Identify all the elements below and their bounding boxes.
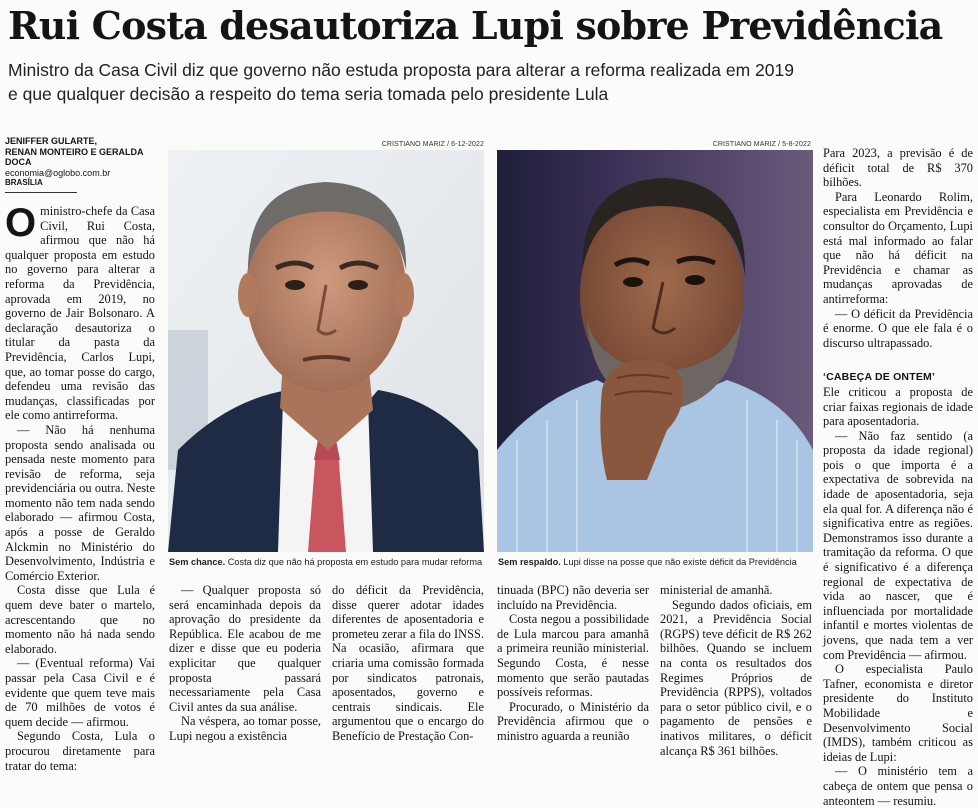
article-paragraph: — Não há nenhuma proposta sendo analisada ou pensada neste momento para revisão de reforma, seja previdenciária ou outra. Neste momento não tem nada sendo elaborado — afirmou Costa, após a posse de Geraldo Alckmin no Ministério do Desenvolvimento, Indústria e Comércio Exterior. bbox=[5, 422, 155, 583]
caption-text: Lupi disse na posse que não existe déficit da Previdência bbox=[563, 557, 797, 567]
article-column-1 bbox=[5, 201, 155, 773]
article-paragraph: Ele criticou a proposta de criar faixas regionais de idade para aposentadoria. bbox=[823, 384, 973, 429]
article-paragraph: — O ministério tem a cabeça de ontem que pensa o anteontem — resumiu. bbox=[823, 764, 973, 808]
article-paragraph: Segundo dados oficiais, em 2021, a Previdência Social (RGPS) teve déficit de R$ 262 bilhões. Quando se incluem na conta os resultados dos Regimes Próprios de Previdência (RPPS), voltados para o setor público civil, e o pagamento de pensões e inativos militares, o déficit alcança R$ 361 bilhões. bbox=[660, 597, 812, 758]
byline bbox=[5, 136, 165, 189]
article-paragraph: Procurado, o Ministério da Previdência afirmou que o ministro aguarda a reunião bbox=[497, 699, 649, 743]
article-paragraph: ministerial de amanhã. bbox=[660, 583, 773, 597]
article-paragraph: tinuada (BPC) não deveria ser incluído na Previdência. bbox=[497, 583, 649, 612]
photo-credit-left: CRISTIANO MARIZ / 6-12-2022 bbox=[381, 141, 484, 148]
article-paragraph: Costa disse que Lula é quem deve bater o martelo, acrescentando que no momento não há nada sendo elaborado. bbox=[5, 583, 155, 656]
byline-divider bbox=[5, 192, 77, 193]
article-column-3 bbox=[332, 583, 484, 744]
article-paragraph: O especialista Paulo Tafner, economista e diretor presidente do Instituto Mobilidade e Desenvolvimento Social (IMDS), também criticou as ideias de Lupi: bbox=[823, 662, 973, 764]
byline-authors-1: JENIFFER GULARTE, bbox=[5, 136, 98, 146]
caption-bold: Sem chance. bbox=[169, 557, 226, 567]
subhead-line-1: Ministro da Casa Civil diz que governo não estuda proposta para alterar a reforma realizada em 2019 bbox=[8, 60, 794, 80]
article-column-4 bbox=[497, 583, 649, 744]
dropcap: O bbox=[5, 201, 37, 245]
article-paragraph: do déficit da Previdência, disse querer adotar idades diferentes de aposentadoria e prometeu zerar a fila do INSS. Na ocasião, afirmara que criaria uma comissão formada por sindicatos patronais, aposentados, governo e centrais sindicais. Ele argumentou que o encargo do Benefício de Prestação Con- bbox=[332, 583, 484, 743]
subhead bbox=[8, 58, 968, 106]
photo-credit-right: CRISTIANO MARIZ / 5-8-2022 bbox=[712, 141, 811, 148]
article-column-2 bbox=[169, 583, 321, 744]
article-paragraph: — (Eventual reforma) Vai passar pela Casa Civil e é evidente que quem teve mais de 70 milhões de votos é quem decide — afirmou. bbox=[5, 656, 155, 729]
byline-authors-2: RENAN MONTEIRO E GERALDA DOCA bbox=[5, 146, 144, 167]
article-paragraph: Oministro-chefe da Casa Civil, Rui Costa, afirmou que não há qualquer proposta em estudo no governo para alterar a reforma da Previdência, aprovada em 2019, no governo de Jair Bolsonaro. A declaração desautoriza o titular da pasta da Previdência, Carlos Lupi, que, ao tomar posse do cargo, defendeu uma revisão das mudanças, classificadas por ele como antirreforma. bbox=[5, 201, 155, 423]
article-paragraph: Para Leonardo Rolim, especialista em Previdência e consultor do Orçamento, Lupi está mal informado ao falar que não há déficit na Previdência e chamar as mudanças aprovadas de antirreforma: bbox=[823, 189, 973, 306]
photo-rui-costa bbox=[168, 150, 484, 552]
article-paragraph: Na véspera, ao tomar posse, Lupi negou a existência bbox=[169, 714, 321, 743]
photo-carlos-lupi bbox=[497, 150, 813, 552]
article-column-5 bbox=[660, 583, 812, 758]
article-column-6 bbox=[823, 146, 973, 808]
article-paragraph: — Não faz sentido (a proposta da idade regional) pois o que importa é a expectativa de sobrevida na idade de aposentadoria, seja ela qual for. A diferença não é significativa entre as regiões. Demonstramos isso durante a tramitação da reforma. O que é significativo é a diferença regional de expectativa de vida ao nascer, que é influenciada por mortalidade infantil e mortes violentas de jovens, que nada tem a ver com Previdência — afirmou. bbox=[823, 428, 973, 662]
section-heading: ‘CABEÇA DE ONTEM’ bbox=[823, 371, 936, 384]
portrait-rui-costa bbox=[168, 150, 484, 552]
article-paragraph: Para 2023, a previsão é de déficit total de R$ 370 bilhões. bbox=[823, 146, 973, 190]
byline-email[interactable]: economia@oglobo.com.br bbox=[5, 167, 111, 178]
article-paragraph: — Qualquer proposta só será encaminhada depois da aprovação do presidente da República. Ele acabou de me dizer e disse que eu poderia explicitar que qualquer proposta passará necessariamente pela Casa Civil antes da sua análise. bbox=[169, 583, 321, 714]
photo-caption-right bbox=[498, 557, 814, 568]
article-paragraph: Segundo Costa, Lula o procurou diretamente para tratar do tema: bbox=[5, 729, 155, 773]
article-paragraph: Costa negou a possibilidade de Lula marcou para amanhã a primeira reunião ministerial. Segundo Costa, é nesse momento que serão pautadas possíveis reformas. bbox=[497, 612, 649, 700]
caption-bold: Sem respaldo. bbox=[498, 557, 561, 567]
byline-city: BRASÍLIA bbox=[5, 178, 43, 187]
headline: Rui Costa desautoriza Lupi sobre Previdência bbox=[8, 3, 943, 48]
article-paragraph: — O déficit da Previdência é enorme. O que ele fala é o discurso ultrapassado. bbox=[823, 306, 973, 350]
subhead-line-2: e que qualquer decisão a respeito do tema seria tomada pelo presidente Lula bbox=[8, 84, 609, 104]
portrait-carlos-lupi bbox=[497, 150, 813, 552]
photo-caption-left bbox=[169, 557, 485, 568]
caption-text: Costa diz que não há proposta em estudo para mudar reforma bbox=[227, 557, 483, 567]
